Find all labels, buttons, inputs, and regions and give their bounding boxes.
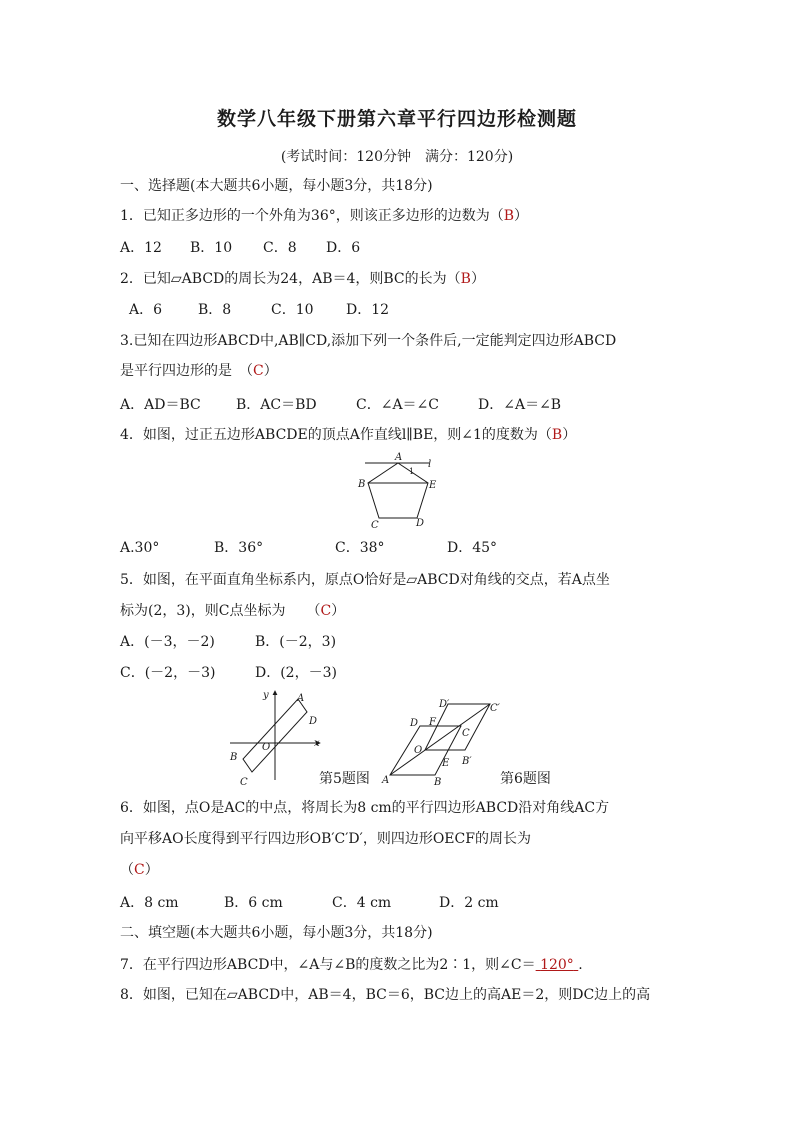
- option-c: C．8: [263, 240, 297, 256]
- label-d: D: [410, 718, 419, 729]
- question-5-line2: 标为(2，3)，则C点坐标为 （C）: [120, 603, 346, 619]
- question-5-line1: 5．如图，在平面直角坐标系内，原点O恰好是▱ABCD对角线的交点，若A点坐: [120, 572, 610, 588]
- option-a: A．AD＝BC: [120, 397, 201, 413]
- label-a: A: [297, 693, 305, 704]
- label-d: D: [309, 716, 318, 727]
- option-b: B．6 cm: [224, 895, 283, 911]
- label-o: O: [262, 742, 271, 753]
- option-d: D．12: [346, 302, 390, 318]
- question-stem: 1．已知正多边形的一个外角为36°，则该正多边形的边数为（: [120, 208, 504, 224]
- label-b-prime: B′: [462, 756, 472, 767]
- label-d-prime: D′: [439, 699, 450, 710]
- option-a: A．12: [120, 240, 162, 256]
- label-c: C: [462, 728, 470, 739]
- label-a: A: [382, 775, 390, 786]
- answer: C: [134, 862, 145, 878]
- question-4: 4．如图，过正五边形ABCDE的顶点A作直线l∥BE，则∠1的度数为（B）: [120, 427, 577, 443]
- label-a: A: [395, 452, 403, 463]
- label-e: E: [429, 480, 437, 491]
- option-b: B．10: [190, 240, 233, 256]
- figure-6-caption: 第6题图: [500, 771, 551, 787]
- label-b: B: [358, 479, 366, 490]
- figure-5-caption: 第5题图: [319, 771, 370, 787]
- answer: C: [320, 603, 332, 619]
- section-heading: 一、选择题(本大题共6小题，每小题3分，共18分): [120, 178, 433, 194]
- label-b: B: [230, 752, 238, 763]
- answer: B: [503, 208, 515, 224]
- answer: B: [460, 271, 471, 287]
- option-a: A．(－3，－2): [120, 634, 215, 650]
- label-c: C: [371, 520, 379, 531]
- pentagon: [368, 463, 428, 518]
- label-c-prime: C′: [490, 703, 500, 714]
- option-a: A．6: [129, 302, 163, 318]
- page-title: 数学八年级下册第六章平行四边形检测题: [216, 108, 577, 130]
- label-f: F: [429, 717, 436, 728]
- angle-label-1: 1: [409, 467, 415, 476]
- question-stem: 4．如图，过正五边形ABCDE的顶点A作直线l∥BE，则∠1的度数为（: [120, 427, 552, 443]
- option-d: D．2 cm: [439, 895, 499, 911]
- question-6-line1: 6．如图，点O是AC的中点，将周长为8 cm的平行四边形ABCD沿对角线AC方: [120, 800, 610, 816]
- label-x: x: [314, 738, 320, 749]
- question-6-line2: 向平移AO长度得到平行四边形OB′C′D′，则四边形OECF的周长为: [120, 831, 531, 847]
- option-b: B．AC＝BD: [236, 397, 317, 413]
- question-1: 1．已知正多边形的一个外角为36°，则该正多边形的边数为（B）: [120, 208, 529, 224]
- question-2: 2．已知▱ABCD的周长为24，AB＝4，则BC的长为（B）: [120, 271, 485, 287]
- option-a: A．8 cm: [120, 895, 179, 911]
- question-3-line2: 是平行四边形的是 （C）: [120, 363, 278, 379]
- answer: B: [551, 427, 563, 443]
- option-d: D．6: [326, 240, 361, 256]
- diagonal-ac: [390, 704, 490, 775]
- option-c: C．∠A＝∠C: [356, 397, 439, 413]
- option-c: C．38°: [335, 540, 385, 556]
- question-3-line1: 3.已知在四边形ABCD中,AB∥CD,添加下列一个条件后,一定能判定四边形ABCD: [120, 333, 617, 349]
- label-d: D: [416, 518, 425, 529]
- option-a: A.30°: [120, 540, 160, 556]
- option-c: C．(－2，－3): [120, 665, 216, 681]
- pentagon-figure: [355, 450, 445, 535]
- section-heading: 二、填空题(本大题共6小题，每小题3分，共18分): [120, 925, 433, 941]
- label-b: B: [434, 777, 442, 788]
- figure-5-coordinate-plot: [225, 688, 325, 788]
- question-6-line3: （C）: [120, 862, 159, 878]
- option-d: D．45°: [447, 540, 498, 556]
- option-d: D．∠A＝∠B: [478, 397, 562, 413]
- question-8: 8．如图，已知在▱ABCD中，AB＝4，BC＝6，BC边上的高AE＝2，则DC边上的高: [120, 987, 651, 1003]
- label-l: l: [428, 459, 432, 470]
- label-c: C: [240, 777, 248, 788]
- option-b: B．36°: [214, 540, 264, 556]
- option-c: C．4 cm: [332, 895, 392, 911]
- option-d: D．(2，－3): [255, 665, 337, 681]
- label-e: E: [442, 758, 450, 769]
- figure-6-translated-parallelograms: [380, 695, 505, 787]
- label-y: y: [263, 690, 269, 701]
- question-stem: 2．已知▱ABCD的周长为24，AB＝4，则BC的长为（: [120, 271, 461, 287]
- question-stem: 7．在平行四边形ABCD中，∠A与∠B的度数之比为2∶1，则∠C＝: [120, 957, 536, 973]
- answer: C: [253, 363, 264, 379]
- label-o: O: [414, 745, 423, 756]
- option-b: B．8: [198, 302, 232, 318]
- option-b: B．(－2，3): [255, 634, 337, 650]
- question-7: 7．在平行四边形ABCD中，∠A与∠B的度数之比为2∶1，则∠C＝ 120° .: [120, 957, 583, 973]
- fill-answer: 120°: [540, 957, 574, 973]
- exam-info: (考试时间：120分钟 满分：120分): [280, 149, 514, 165]
- option-c: C．10: [271, 302, 314, 318]
